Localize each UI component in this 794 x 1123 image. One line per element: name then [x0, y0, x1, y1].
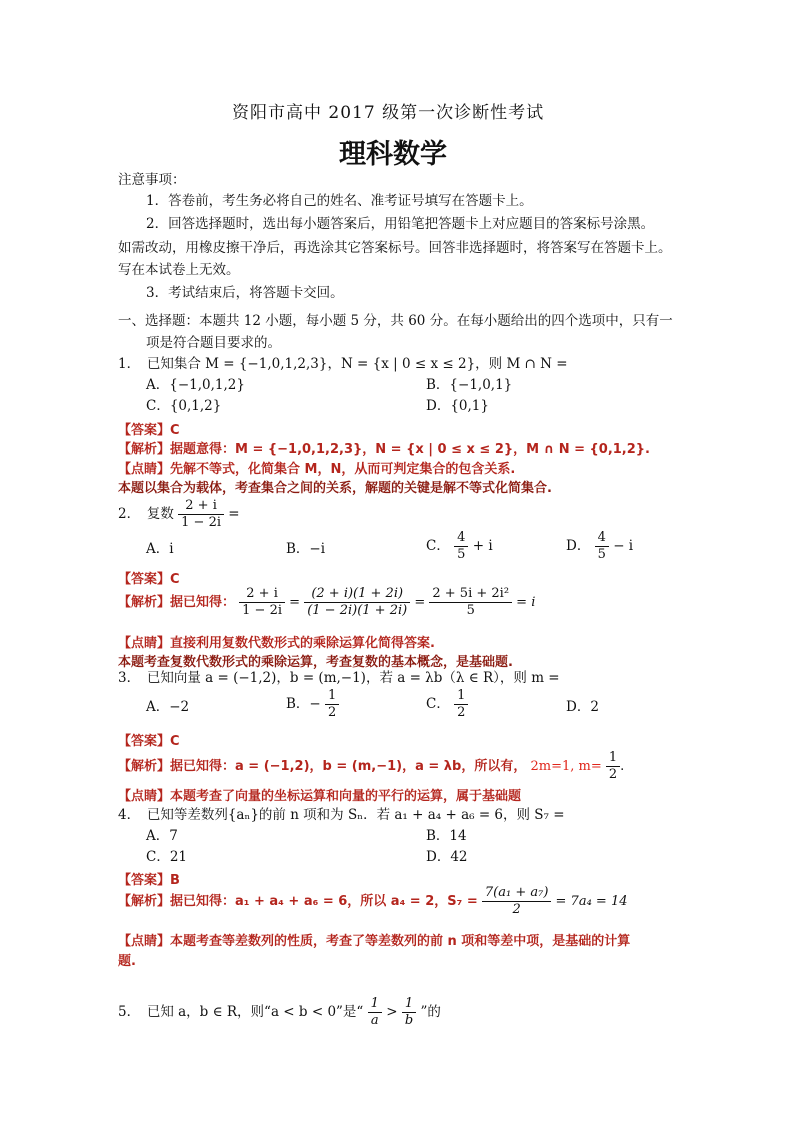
q2-option-a: A．i — [146, 541, 174, 557]
q2-stem-text: 2． 复数 — [118, 506, 174, 522]
note-2a: 2．回答选择题时，选出每小题答案后，用铅笔把答题卡上对应题目的答案标号涂黑。 — [146, 216, 655, 232]
q2-analysis-frac-3-num: 2 + 5i + 2i² — [429, 586, 512, 603]
q5-frac-1 — [368, 996, 382, 1029]
q2-option-d — [566, 530, 633, 563]
q5-stem-end: ”的 — [420, 1004, 441, 1020]
note-2c: 写在本试卷上无效。 — [118, 262, 240, 278]
q2-analysis-label: 【解析】据已知得： — [118, 595, 236, 610]
q5-frac-2 — [402, 996, 416, 1029]
q2-analysis-frac-2 — [304, 586, 410, 619]
q4-option-b: B．14 — [426, 828, 467, 844]
q2-comment-2: 本题考查复数代数形式的乘除运算，考查复数的基本概念，是基础题. — [118, 655, 513, 670]
note-1: 1．答卷前，考生务必将自己的姓名、准考证号填写在答题卡上。 — [146, 193, 533, 209]
q1-comment-2: 本题以集合为载体，考查集合之间的关系，解题的关键是解不等式化简集合. — [118, 481, 552, 496]
subject-title: 理科数学 — [339, 139, 447, 170]
q2-option-c-label: C． — [426, 538, 450, 554]
q3-option-b-frac — [325, 688, 339, 721]
q3-analysis-frac-den: 2 — [608, 767, 618, 782]
q4-analysis — [118, 885, 628, 918]
q2-option-c — [426, 530, 493, 563]
q2-fraction — [178, 498, 224, 531]
q5-stem-text: 5． 已知 a，b ∈ R，则“a < b < 0”是“ — [118, 1004, 364, 1020]
q2-frac-den: 1 − 2i — [181, 515, 221, 530]
notes-heading: 注意事项： — [118, 172, 186, 188]
q2-option-d-post: − i — [613, 538, 634, 554]
q4-answer: 【答案】B — [118, 873, 180, 888]
q2-analysis: 【解析】据已知得： $\frac{2 + i}{1 - 2i}$ = $\frac{(2 + i)(1 + 2i)}{(1 - 2i)(1 + 2i)}$ = $\frac{\text{2 + 5i + 2i²}}{5}$ = i — [118, 586, 536, 618]
q2-analysis-frac-2-num: (2 + i)(1 + 2i) — [304, 586, 410, 603]
q3-analysis-frac-num: 1 — [606, 750, 620, 767]
q2-analysis-frac-3-den: 5 — [466, 603, 475, 618]
q2-option-c-post: + i — [472, 538, 493, 554]
q2-option-d-num: 4 — [595, 530, 609, 547]
section-heading: 一、选择题：本题共 12 小题，每小题 5 分，共 60 分。在每小题给出的四个选项中，只有一 — [118, 313, 673, 329]
q1-comment: 【点睛】先解不等式，化简集合 M，N，从而可判定集合的包含关系. — [118, 462, 516, 477]
q3-analysis-red: 2m=1, m= — [530, 759, 602, 774]
exam-title: 资阳市高中 2017 级第一次诊断性考试 — [232, 103, 545, 123]
q3-option-b — [286, 688, 339, 721]
q5-frac-1-num: 1 — [368, 996, 382, 1013]
q1-option-c: C．{0,1,2} — [146, 398, 222, 414]
q2-equals: = — [228, 506, 240, 522]
q2-option-c-den: 5 — [457, 547, 466, 562]
note-2b: 如需改动，用橡皮擦干净后，再选涂其它答案标号。回答非选择题时，将答案写在答题卡上。 — [118, 240, 672, 256]
q4-analysis-text: 【解析】据已知得：a₁ + a₄ + a₆ = 6，所以 a₄ = 2，S₇ = — [118, 894, 478, 909]
q3-option-b-num: 1 — [325, 688, 339, 705]
q2-analysis-frac-3 — [429, 586, 512, 619]
q2-option-d-frac — [595, 530, 609, 563]
q2-option-c-num: 4 — [454, 530, 468, 547]
q3-option-a: A．−2 — [146, 699, 190, 715]
q1-analysis: 【解析】据题意得：M = {−1,0,1,2,3}，N = {x | 0 ≤ x ≤ 2}，M ∩ N = {0,1,2}. — [118, 442, 650, 457]
q3-option-d: D．2 — [566, 699, 599, 715]
q2-frac-num: 2 + i — [178, 498, 224, 515]
q4-comment-2: 题. — [118, 954, 136, 969]
q3-option-c — [426, 688, 468, 721]
q5-frac-1-den: a — [370, 1013, 379, 1028]
q3-option-c-num: 1 — [454, 688, 468, 705]
q3-option-c-den: 2 — [457, 705, 466, 720]
q4-analysis-result: = 7a₄ = 14 — [555, 894, 628, 909]
q2-analysis-frac-1-num: 2 + i — [239, 586, 285, 603]
q2-stem — [118, 498, 240, 531]
q2-answer: 【答案】C — [118, 572, 180, 587]
q3-option-b-label: B．− — [286, 696, 321, 712]
q2-analysis-result: = i — [516, 595, 536, 610]
q2-option-d-label: D． — [566, 538, 591, 554]
q3-analysis-text: 【解析】据已知得：a = (−1,2)，b = (m,−1)，a = λb，所以有， — [118, 759, 527, 774]
q3-stem: 3． 已知向量 a = (−1,2)，b = (m,−1)，若 a = λb（λ ∈ R），则 m = — [118, 670, 560, 686]
q1-option-d: D．{0,1} — [426, 398, 489, 414]
q5-gt: > — [386, 1004, 398, 1020]
q1-stem: 1． 已知集合 M = {−1,0,1,2,3}，N = {x | 0 ≤ x ≤ 2}，则 M ∩ N = — [118, 356, 568, 372]
note-3: 3．考试结束后，将答题卡交回。 — [146, 285, 344, 301]
q5-frac-2-num: 1 — [402, 996, 416, 1013]
q5-frac-2-den: b — [404, 1013, 414, 1028]
q4-option-c: C．21 — [146, 849, 188, 865]
q3-answer: 【答案】C — [118, 734, 180, 749]
q4-option-a: A．7 — [146, 828, 178, 844]
q2-option-c-frac — [454, 530, 468, 563]
q3-analysis — [118, 750, 624, 783]
q3-analysis-end: . — [620, 759, 625, 774]
q3-option-c-frac — [454, 688, 468, 721]
q5-stem — [118, 996, 441, 1029]
q2-analysis-frac-1 — [239, 586, 285, 619]
q2-comment: 【点睛】直接利用复数代数形式的乘除运算化简得答案. — [118, 636, 435, 651]
q3-option-b-den: 2 — [328, 705, 337, 720]
q2-option-b: B．−i — [286, 541, 326, 557]
q1-option-a: A．{−1,0,1,2} — [146, 377, 245, 393]
q4-analysis-frac-num: 7(a₁ + a₇) — [482, 885, 552, 902]
q4-comment: 【点睛】本题考查等差数列的性质，考查了等差数列的前 n 项和等差中项，是基础的计算 — [118, 934, 631, 949]
q1-option-b: B．{−1,0,1} — [426, 377, 513, 393]
q3-comment: 【点睛】本题考查了向量的坐标运算和向量的平行的运算，属于基础题 — [118, 789, 522, 804]
q3-option-c-label: C． — [426, 696, 450, 712]
q2-analysis-frac-2-den: (1 − 2i)(1 + 2i) — [307, 603, 408, 618]
q2-option-d-den: 5 — [597, 547, 606, 562]
q4-analysis-frac — [482, 885, 552, 918]
q3-analysis-frac — [606, 750, 620, 783]
q4-stem: 4． 已知等差数列{aₙ}的前 n 项和为 Sₙ．若 a₁ + a₄ + a₆ = 6，则 S₇ = — [118, 807, 565, 823]
q4-analysis-frac-den: 2 — [512, 902, 521, 917]
q4-option-d: D．42 — [426, 849, 468, 865]
q1-answer: 【答案】C — [118, 423, 180, 438]
q2-analysis-frac-1-den: 1 − 2i — [242, 603, 283, 618]
section-heading-cont: 项是符合题目要求的。 — [146, 335, 281, 351]
